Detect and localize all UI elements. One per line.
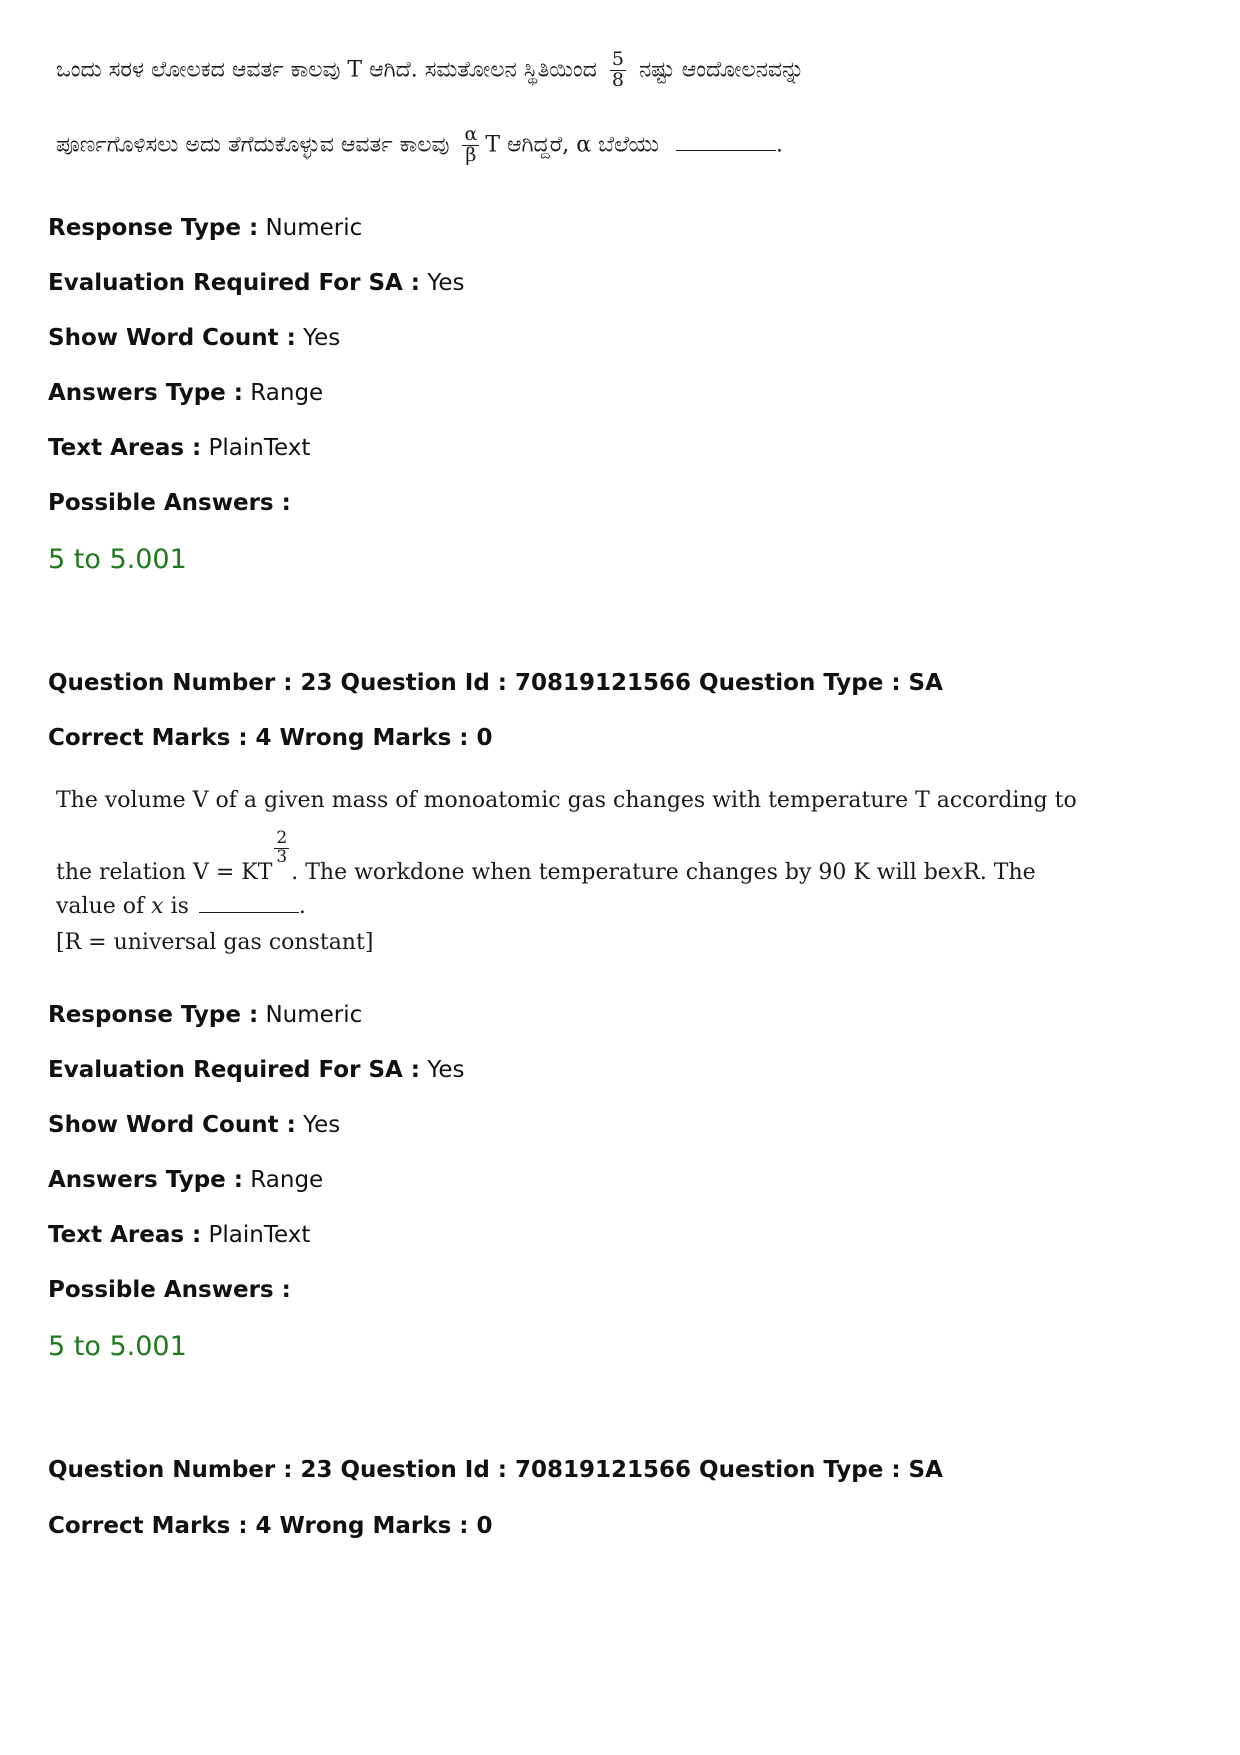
question-line-2 (56, 125, 783, 166)
marks-row: Correct Marks : 4 Wrong Marks : 0 (48, 1513, 493, 1539)
field-value: Range (250, 380, 324, 406)
text-areas-row (48, 433, 310, 463)
fraction-numerator: 2 (276, 828, 288, 848)
question-text: ಪೂರ್ಣಗೊಳಿಸಲು ಅದು ತೆಗೆದುಕೊಳ್ಳುವ ಆವರ್ತ ಕಾಲವು (56, 132, 450, 158)
question-line-3 (56, 894, 306, 919)
question-header: Question Number : 23 Question Id : 70819121566 Question Type : SA (48, 1457, 943, 1483)
answer-blank (199, 898, 299, 913)
field-label: Possible Answers : (48, 490, 291, 516)
field-label: Show Word Count : (48, 325, 296, 351)
field-label: Response Type : (48, 1002, 259, 1028)
fraction-alpha-beta (462, 125, 479, 166)
field-label: Text Areas : (48, 435, 202, 461)
answer-blank (676, 136, 776, 151)
answers-type-row (48, 1165, 323, 1195)
question-text: is (163, 894, 189, 919)
field-value: Numeric (265, 215, 363, 241)
question-line-2 (56, 830, 1036, 888)
marks-row: Correct Marks : 4 Wrong Marks : 0 (48, 725, 493, 751)
field-label: Evaluation Required For SA : (48, 1057, 421, 1083)
question-line-1 (56, 50, 804, 91)
fraction-denominator: 8 (611, 68, 624, 91)
field-label: Show Word Count : (48, 1112, 296, 1138)
question-text: ನಷ್ಟು ಆಂದೋಲನವನ್ನು (638, 57, 805, 83)
fraction-five-eighths (610, 50, 626, 91)
field-label: Evaluation Required For SA : (48, 270, 421, 296)
question-line-1: The volume V of a given mass of monoatomic gas changes with temperature T according to (56, 788, 1077, 813)
field-label: Possible Answers : (48, 1277, 291, 1303)
fraction-numerator: 5 (611, 48, 624, 70)
fraction-numerator: α (464, 123, 478, 145)
question-text: . (776, 132, 784, 158)
field-value: PlainText (208, 1222, 311, 1248)
field-value: Numeric (265, 1002, 363, 1028)
question-image-english (48, 778, 1077, 963)
field-value: Yes (427, 270, 465, 296)
response-type-row (48, 1000, 362, 1030)
field-label: Response Type : (48, 215, 259, 241)
question-text: T (485, 132, 500, 158)
question-text: ಒಂದು ಸರಳ ಲೋಲಕದ ಆವರ್ತ ಕಾಲವು T ಆಗಿದೆ. ಸಮತೋಲನ ಸ್ಥಿತಿಯಿಂದ (56, 57, 597, 83)
response-type-row (48, 213, 362, 243)
question-text: ಆಗಿದ್ದರೆ, α ಬೆಲೆಯು (507, 132, 660, 158)
show-word-count-row (48, 323, 340, 353)
field-value: Yes (303, 325, 341, 351)
field-label: Answers Type : (48, 1167, 243, 1193)
possible-answer-value: 5 to 5.001 (48, 544, 187, 575)
question-header: Question Number : 23 Question Id : 70819121566 Question Type : SA (48, 670, 943, 696)
question-text: R. The (963, 860, 1036, 885)
show-word-count-row (48, 1110, 340, 1140)
field-label: Text Areas : (48, 1222, 202, 1248)
field-value: Yes (303, 1112, 341, 1138)
fraction-denominator: β (465, 143, 477, 166)
question-text: . The workdone when temperature changes by 90 K will be (291, 860, 951, 885)
possible-answers-row (48, 1275, 291, 1305)
question-text: . (298, 894, 306, 919)
evaluation-required-row (48, 1055, 464, 1085)
field-value: Range (250, 1167, 324, 1193)
variable-x: x (950, 860, 964, 885)
field-value: Yes (427, 1057, 465, 1083)
variable-x: x (151, 894, 164, 919)
question-text: the relation V = KT (56, 860, 273, 885)
possible-answers-row (48, 488, 291, 518)
question-line-4: [R = universal gas constant] (56, 930, 374, 955)
exponent-fraction (274, 830, 289, 867)
fraction-denominator: 3 (276, 846, 288, 867)
field-label: Answers Type : (48, 380, 243, 406)
question-image-kannada (48, 30, 948, 190)
question-text: value of (56, 894, 152, 919)
evaluation-required-row (48, 268, 464, 298)
field-value: PlainText (208, 435, 311, 461)
possible-answer-value: 5 to 5.001 (48, 1331, 187, 1362)
answers-type-row (48, 378, 323, 408)
text-areas-row (48, 1220, 310, 1250)
